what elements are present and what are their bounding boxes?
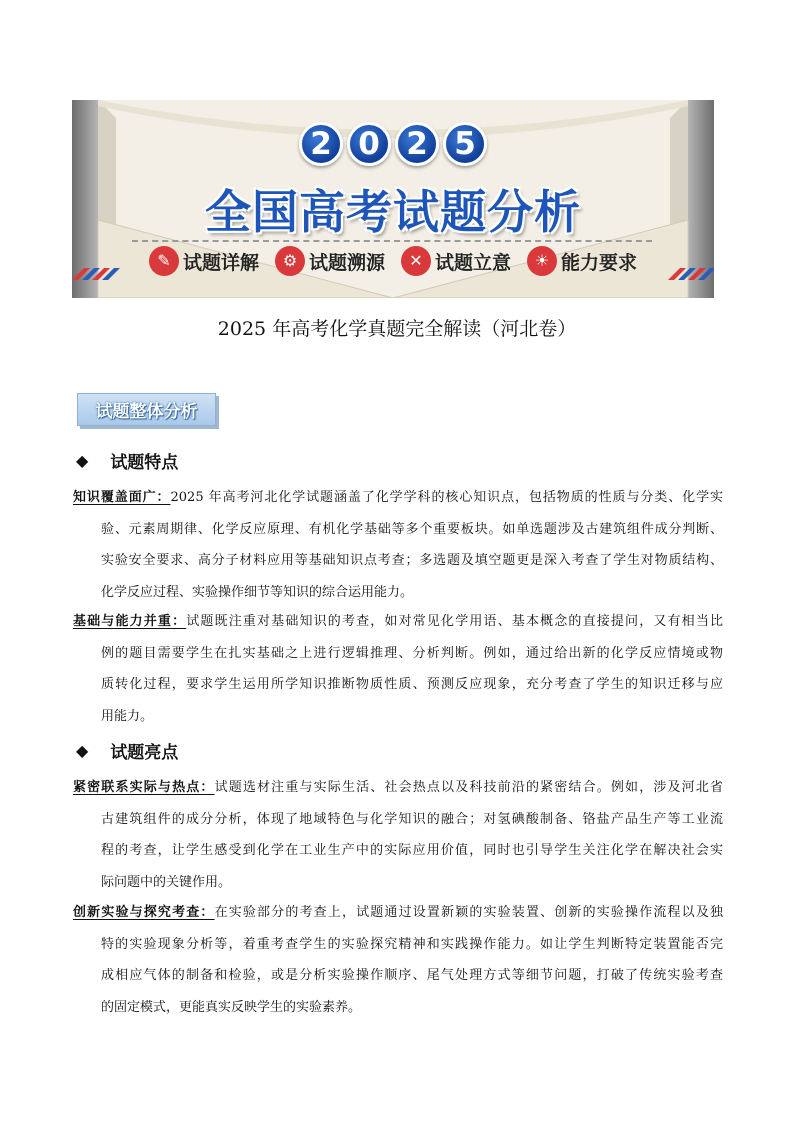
- paragraph-line: 2025 年高考河北化学试题涵盖了化学学科的核心知识点，包括物质的性质与分类、化学实: [170, 490, 723, 505]
- paragraph-innovative-experiment: [73, 897, 723, 1023]
- paragraph-line: 特的实验现象分析等，着重考查学生的实验探究精神和实践操作能力。如让学生判断特定装置能否完: [101, 936, 723, 952]
- paragraph-foundation-ability: [73, 606, 723, 732]
- feature-item: [401, 246, 511, 276]
- paragraph-line: 古建筑组件的成分分析，体现了地域特色与化学知识的融合；对氢碘酸制备、铬盐产品生产等工业流: [101, 811, 723, 827]
- banner-title: 全国高考试题分析: [205, 185, 581, 239]
- paragraph-line: 试题既注重对基础知识的考查，如对常见化学用语、基本概念的直接提问，又有相当比: [186, 614, 723, 629]
- paragraph-line: 质转化过程，要求学生运用所学知识推断物质性质、预测反应现象，充分考查了学生的知识迁移与应: [101, 677, 723, 692]
- heading-highlights: [76, 738, 178, 763]
- section-tag: 试题整体分析: [77, 393, 216, 426]
- feature-item: [149, 246, 259, 276]
- paragraph-line: 在实验部分的考查上，试题通过设置新颖的实验装置、创新的实验操作流程以及独: [214, 905, 723, 920]
- document-icon: ✎: [149, 246, 179, 276]
- paragraph-lead: 知识覆盖面广：: [73, 490, 171, 505]
- paragraph-line: 试题选材注重与实际生活、社会热点以及科技前沿的紧密结合。例如，涉及河北省: [214, 780, 723, 795]
- gear-icon: ⚙: [275, 246, 305, 276]
- paragraph-knowledge-coverage: [73, 482, 723, 608]
- year-badges: [72, 122, 714, 166]
- year-digit: 5: [443, 122, 487, 166]
- paragraph-line: 成相应气体的制备和检验，或是分析实验操作顺序、尾气处理方式等细节问题，打破了传统实验考查: [101, 968, 723, 983]
- paragraph-line: 化学反应过程、实验操作细节等知识的综合运用能力。: [101, 584, 414, 600]
- diamond-bullet-icon: ◆: [76, 741, 89, 760]
- lightbulb-icon: ☀: [527, 246, 557, 276]
- paragraph-line: 例的题目需要学生在扎实基础之上进行逻辑推理、分析判断。例如，通过给出新的化学反应情境或物: [101, 645, 723, 661]
- banner-divider: [132, 240, 652, 242]
- paragraph-line: 实验安全要求、高分子材料应用等基础知识点考查；多选题及填空题更是深入考查了学生对物质结构、: [101, 553, 723, 568]
- document-title: 2025 年高考化学真题完全解读（河北卷）: [217, 318, 577, 340]
- paragraph-line: 程的考查，让学生感受到化学在工业生产中的实际应用价值，同时也引导学生关注化学在解决社会实: [101, 843, 723, 858]
- paragraph-line: 际问题中的关键作用。: [101, 874, 232, 890]
- header-banner: [72, 100, 714, 298]
- feature-label: 试题详解: [182, 251, 259, 274]
- feature-list: [72, 246, 714, 276]
- year-digit: 2: [299, 122, 343, 166]
- diamond-bullet-icon: ◆: [76, 451, 89, 470]
- paragraph-lead: 创新实验与探究考查：: [73, 905, 215, 920]
- heading-features: [76, 448, 178, 473]
- heading-text: 试题亮点: [110, 743, 179, 763]
- paragraph-lead: 基础与能力并重：: [73, 614, 187, 629]
- tools-icon: ✕: [401, 246, 431, 276]
- heading-text: 试题特点: [110, 453, 179, 473]
- paragraph-line: 的固定模式，更能真实反映学生的实验素养。: [101, 999, 362, 1015]
- feature-label: 能力要求: [561, 251, 638, 274]
- year-digit: 0: [347, 122, 391, 166]
- paragraph-real-world: [73, 772, 723, 898]
- feature-item: [527, 246, 637, 276]
- feature-label: 试题溯源: [308, 251, 385, 274]
- year-digit: 2: [395, 122, 439, 166]
- paragraph-lead: 紧密联系实际与热点：: [73, 780, 215, 795]
- paragraph-line: 验、元素周期律、化学反应原理、有机化学基础等多个重要板块。如单选题涉及古建筑组件成分判断、: [101, 521, 723, 537]
- feature-label: 试题立意: [435, 251, 512, 274]
- feature-item: [275, 246, 385, 276]
- paragraph-line: 用能力。: [101, 708, 154, 724]
